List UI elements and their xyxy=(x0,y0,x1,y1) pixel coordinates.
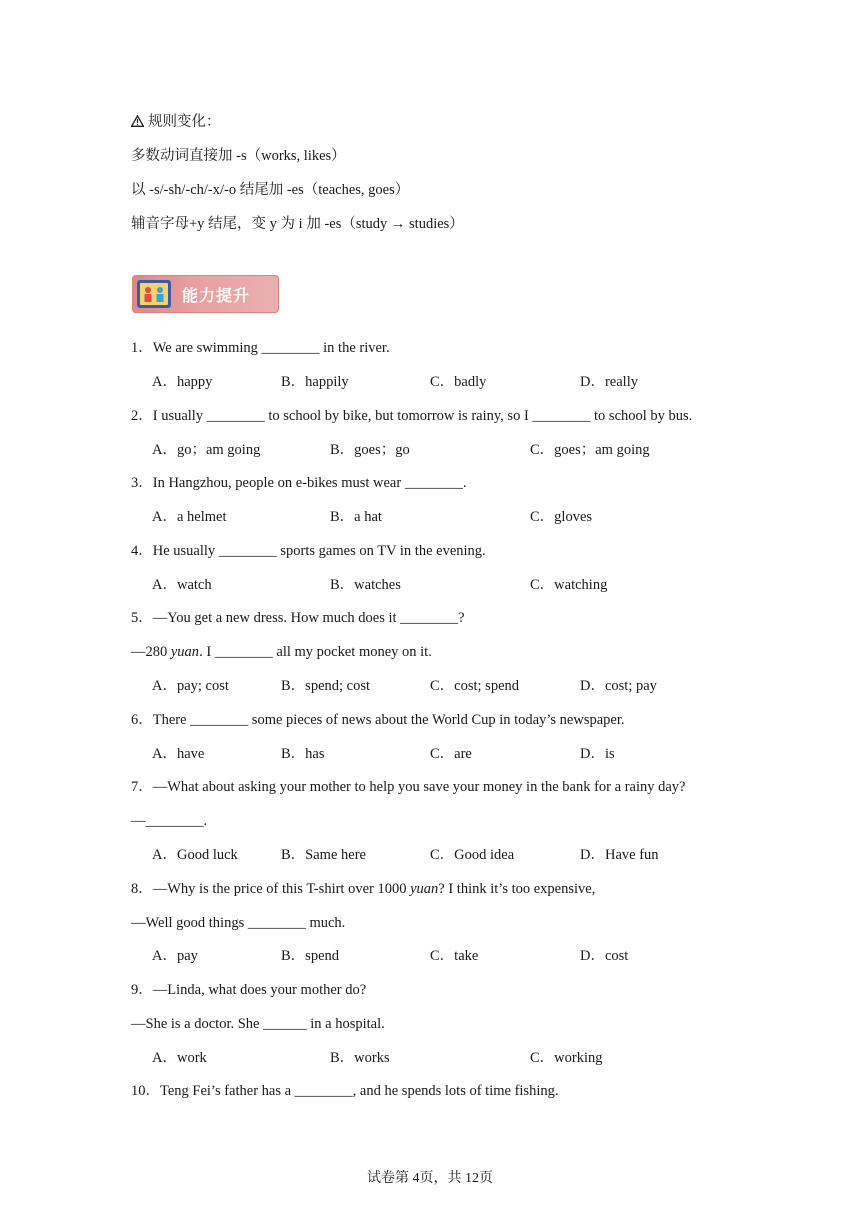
q5-option-b: B．spend; cost xyxy=(281,678,371,694)
q6-option-d: D．is xyxy=(580,746,615,762)
q4-option-c: C．watching xyxy=(530,577,608,593)
q1-option-c: C．badly xyxy=(430,374,487,390)
rule-3: 辅音字母+y 结尾，变 y 为 i 加 -es（study → studies） xyxy=(131,216,464,232)
q3-option-c: C．gloves xyxy=(530,509,593,525)
rules-title: 规则变化： xyxy=(131,113,221,131)
q5-option-d: D．cost; pay xyxy=(580,678,657,694)
q7-option-d: D．Have fun xyxy=(580,847,659,863)
question-5-line-2: —280 yuan. I ________ all my pocket money on it. xyxy=(131,644,432,660)
q1-option-a: A．happy xyxy=(152,374,213,390)
q6-option-b: B．has xyxy=(281,746,325,762)
q1-option-b: B．happily xyxy=(281,374,349,390)
people-icon xyxy=(137,280,171,308)
question-7: 7．—What about asking your mother to help you save your money in the bank for a rainy day? xyxy=(131,779,686,795)
question-8-line-2: —Well good things ________ much. xyxy=(131,915,346,931)
q7-option-a: A．Good luck xyxy=(152,847,238,863)
question-2: 2．I usually ________ to school by bike, but tomorrow is rainy, so I ________ to school by bus. xyxy=(131,408,693,424)
question-3: 3．In Hangzhou, people on e-bikes must wear ________. xyxy=(131,475,467,491)
q2-option-c: C．goes；am going xyxy=(530,442,650,458)
page-footer: 试卷第 4页，共 12页 xyxy=(367,1171,493,1186)
banner-label: 能力提升 xyxy=(182,286,251,305)
q2-option-b: B．goes；go xyxy=(330,442,410,458)
q7-option-c: C．Good idea xyxy=(430,847,515,863)
q8-option-b: B．spend xyxy=(281,948,339,964)
question-7-line-2: —________. xyxy=(131,813,208,829)
q8-option-c: C．take xyxy=(430,948,479,964)
q6-option-a: A．have xyxy=(152,746,205,762)
section-banner xyxy=(132,275,279,313)
question-10: 10．Teng Fei’s father has a ________, and he spends lots of time fishing. xyxy=(131,1083,559,1099)
q5-option-c: C．cost; spend xyxy=(430,678,520,694)
q8-option-d: D．cost xyxy=(580,948,629,964)
rule-2: 以 -s/-sh/-ch/-x/-o 结尾加 -es（teaches, goes） xyxy=(131,182,410,198)
q5-option-a: A．pay; cost xyxy=(152,678,229,694)
question-6: 6．There ________ some pieces of news about the World Cup in today’s newspaper. xyxy=(131,712,625,728)
question-1: 1．We are swimming ________ in the river. xyxy=(131,340,390,356)
q7-option-b: B．Same here xyxy=(281,847,366,863)
question-5: 5．—You get a new dress. How much does it ________? xyxy=(131,610,465,626)
question-4: 4．He usually ________ sports games on TV in the evening. xyxy=(131,543,486,559)
q9-option-c: C．working xyxy=(530,1050,603,1066)
q3-option-b: B．a hat xyxy=(330,509,382,525)
q4-option-b: B．watches xyxy=(330,577,401,593)
q8-option-a: A．pay xyxy=(152,948,198,964)
q1-option-d: D．really xyxy=(580,374,638,390)
q9-option-b: B．works xyxy=(330,1050,390,1066)
question-9: 9．—Linda, what does your mother do? xyxy=(131,982,367,998)
question-9-line-2: —She is a doctor. She ______ in a hospital. xyxy=(131,1016,385,1032)
q6-option-c: C．are xyxy=(430,746,472,762)
q3-option-a: A．a helmet xyxy=(152,509,227,525)
q2-option-a: A．go；am going xyxy=(152,442,261,458)
warning-icon xyxy=(131,115,144,127)
q9-option-a: A．work xyxy=(152,1050,207,1066)
rule-1: 多数动词直接加 -s（works, likes） xyxy=(131,148,346,164)
q4-option-a: A．watch xyxy=(152,577,212,593)
question-8: 8．—Why is the price of this T-shirt over 1000 yuan? I think it’s too expensive, xyxy=(131,881,596,897)
